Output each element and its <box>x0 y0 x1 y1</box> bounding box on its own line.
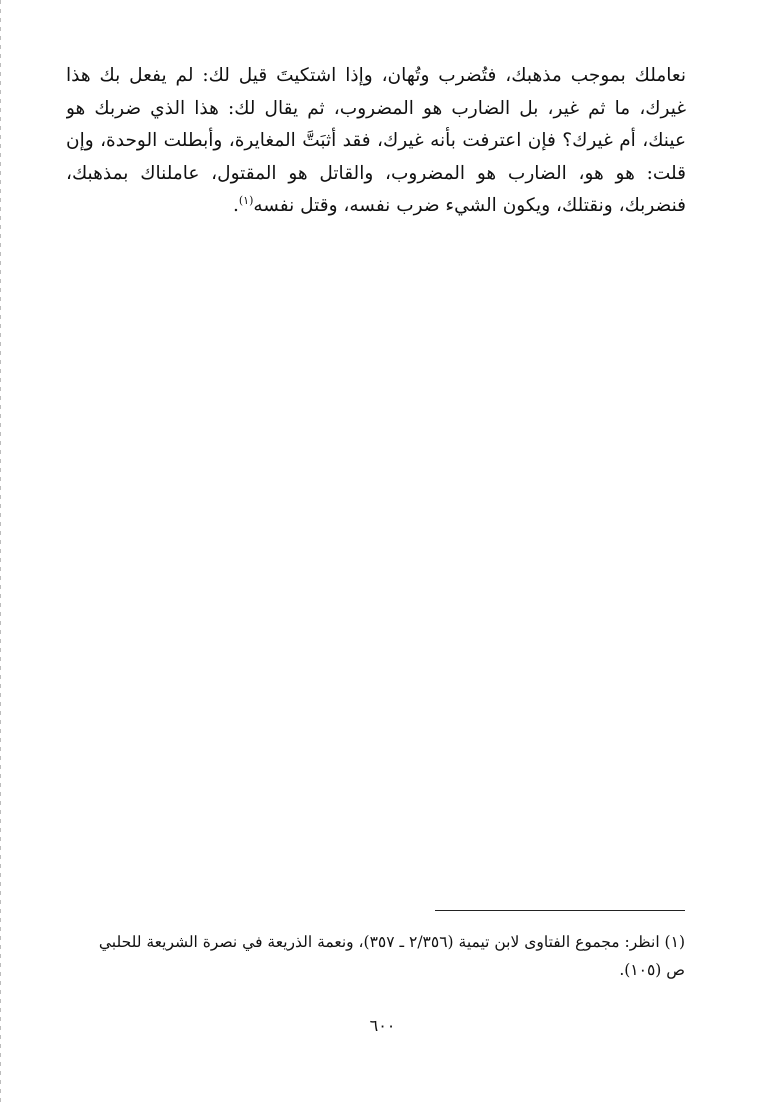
footnote-line-1: (١) انظر: مجموع الفتاوى لابن تيمية (٢/٣٥٦ ـ ٣٥٧)، ونعمة الذريعة في نصرة الشريعة للحلبي <box>98 933 685 951</box>
text-line-5-end: . <box>232 195 239 216</box>
text-line-2: غيرك، ما ثم غير، بل الضارب هو المضروب، ثم يقال لك: هذا الذي ضربك هو <box>66 97 686 119</box>
footnote-reference-marker: (١) <box>238 193 254 207</box>
text-line-1: نعاملك بموجب مذهبك، فتُضرب وتُهان، وإذا اشتكيتَ قيل لك: لم يفعل بك هذا <box>66 65 686 86</box>
text-line-4: قلت: هو هو، الضارب هو المضروب، والقاتل هو المقتول، عاملناك بمذهبك، <box>66 162 686 184</box>
text-line-3: عينك، أم غيرك؟ فإن اعترفت بأنه غيرك، فقد أثبَتَّ المغايرة، وأبطلت الوحدة، وإن <box>66 130 686 151</box>
footnote-line-2: ص (١٠٥). <box>619 961 685 979</box>
text-line-5 <box>66 190 686 223</box>
footnote-separator-line <box>435 910 685 911</box>
footnotes <box>70 928 685 984</box>
scan-edge <box>0 0 1 1102</box>
main-text <box>66 60 686 223</box>
text-line-5-body: فنضربك، ونقتلك، ويكون الشيء ضرب نفسه، وقتل نفسه <box>253 195 686 216</box>
page-number: ٦٠٠ <box>369 1016 396 1035</box>
